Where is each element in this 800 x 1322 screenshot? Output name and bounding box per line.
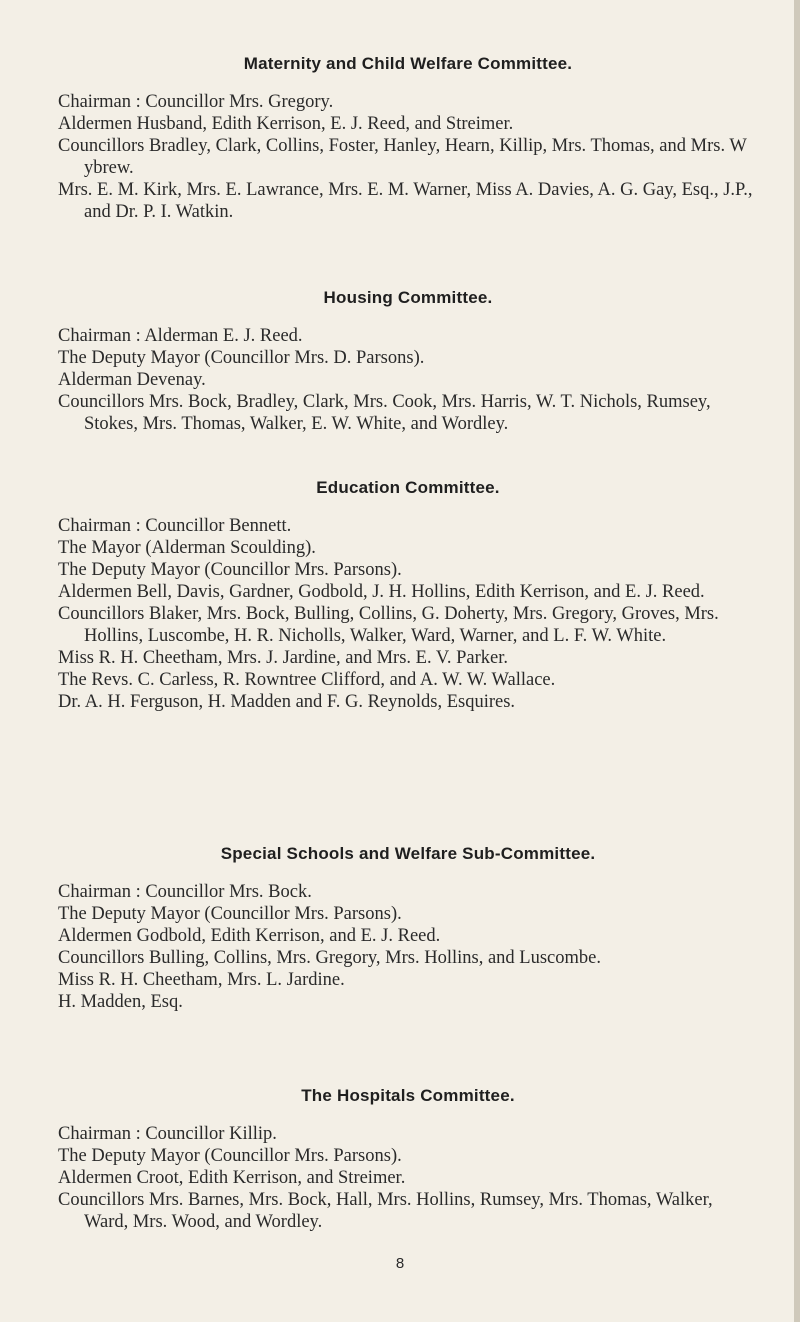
special-schools-subcommittee-section [58,844,758,1013]
member-line: H. Madden, Esq. [58,992,183,1012]
member-line: Chairman : Councillor Mrs. Gregory. [58,92,334,112]
member-line: Aldermen Croot, Edith Kerrison, and Streimer. [58,1168,406,1188]
member-line: Aldermen Bell, Davis, Gardner, Godbold, J. H. Hollins, Edith Kerrison, and E. J. Reed. [58,582,705,602]
member-line: Chairman : Councillor Killip. [58,1124,277,1144]
member-line: Aldermen Godbold, Edith Kerrison, and E. J. Reed. [58,926,441,946]
member-line: Councillors Bulling, Collins, Mrs. Gregory, Mrs. Hollins, and Luscombe. [58,948,601,968]
member-line: Chairman : Councillor Bennett. [58,516,292,536]
member-line: Mrs. E. M. Kirk, Mrs. E. Lawrance, Mrs. E. M. Warner, Miss A. Davies, A. G. Gay, Esq., J.P., and Dr. P. I. Watkin. [58,180,753,222]
member-line: Miss R. H. Cheetham, Mrs. L. Jardine. [58,970,345,990]
member-line: The Deputy Mayor (Councillor Mrs. D. Parsons). [58,348,425,368]
member-line: The Mayor (Alderman Scoulding). [58,538,316,558]
maternity-committee-section [58,54,758,223]
member-line: Councillors Mrs. Bock, Bradley, Clark, Mrs. Cook, Mrs. Harris, W. T. Nichols, Rumsey, Stokes, Mrs. Thomas, Walker, E. W. White, and Wordley. [58,392,711,434]
member-line: Chairman : Alderman E. J. Reed. [58,326,303,346]
member-line: Councillors Bradley, Clark, Collins, Foster, Hanley, Hearn, Killip, Mrs. Thomas, and Mrs. W ybrew. [58,136,751,178]
section-heading: The Hospitals Committee. [301,1086,515,1105]
section-heading: Maternity and Child Welfare Committee. [243,54,573,73]
education-committee-section [58,478,758,713]
member-line: Chairman : Councillor Mrs. Bock. [58,882,312,902]
page-number: 8 [395,1255,405,1272]
section-heading: Housing Committee. [323,288,493,307]
member-line: The Deputy Mayor (Councillor Mrs. Parsons). [58,904,402,924]
member-line: Councillors Blaker, Mrs. Bock, Bulling, Collins, G. Doherty, Mrs. Gregory, Groves, Mrs. Hollins, Luscombe, H. R. Nicholls, Walker, Ward, Warner, and L. F. W. White. [58,604,719,646]
member-line: Dr. A. H. Ferguson, H. Madden and F. G. Reynolds, Esquires. [58,692,516,712]
section-heading: Special Schools and Welfare Sub-Committee. [220,844,596,863]
member-line: Aldermen Husband, Edith Kerrison, E. J. Reed, and Streimer. [58,114,514,134]
member-line: The Deputy Mayor (Councillor Mrs. Parsons). [58,560,402,580]
member-line: The Deputy Mayor (Councillor Mrs. Parsons). [58,1146,402,1166]
housing-committee-section [58,288,758,435]
member-line: The Revs. C. Carless, R. Rowntree Clifford, and A. W. W. Wallace. [58,670,556,690]
member-line: Councillors Mrs. Barnes, Mrs. Bock, Hall, Mrs. Hollins, Rumsey, Mrs. Thomas, Walker, Ward, Mrs. Wood, and Wordley. [58,1190,713,1232]
member-line: Miss R. H. Cheetham, Mrs. J. Jardine, and Mrs. E. V. Parker. [58,648,508,668]
section-heading: Education Committee. [316,478,500,497]
hospitals-committee-section [58,1086,758,1233]
member-line: Alderman Devenay. [58,370,206,390]
page-edge-divider [794,0,800,1322]
